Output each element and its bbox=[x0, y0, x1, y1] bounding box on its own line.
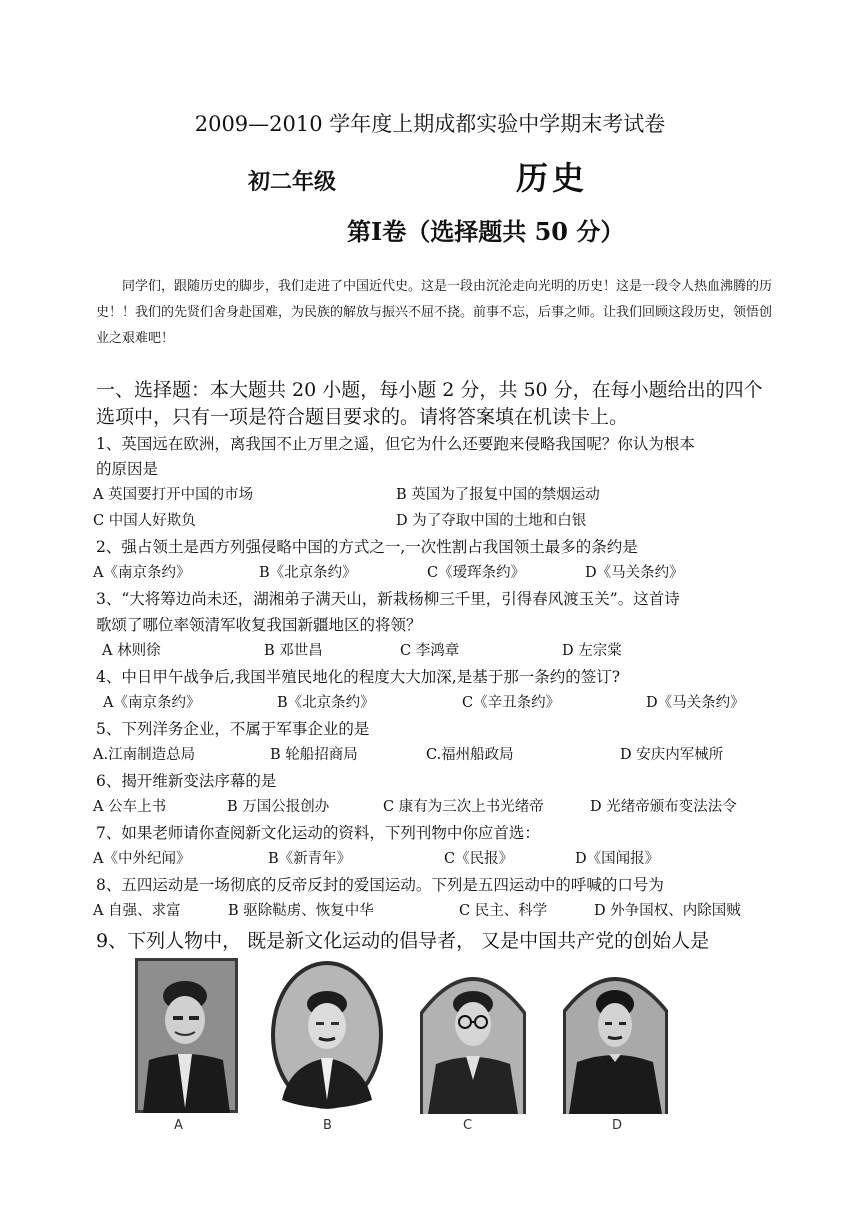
question-2-option-a: A《南京条约》 bbox=[93, 565, 191, 581]
question-1-option-d: D 为了夺取中国的土地和白银 bbox=[396, 513, 587, 529]
intro-paragraph: 同学们，跟随历史的脚步，我们走进了中国近代史。这是一段由沉沦走向光明的历史！这是一段令人热血沸腾的历史！！我们的先贤们舍身赴国难，为民族的解放与振兴不屈不挠。前事不忘，后事之师。让我们回顾这段历史，领悟创业之艰难吧！ bbox=[96, 279, 773, 346]
portrait-b-image bbox=[270, 960, 385, 1110]
question-2-option-c: C《瑷珲条约》 bbox=[427, 565, 526, 581]
question-8-option-c: C 民主、科学 bbox=[459, 903, 548, 919]
portrait-c-label: C bbox=[463, 1118, 473, 1133]
question-5-stem: 5、下列洋务企业，不属于军事企业的是 bbox=[96, 720, 370, 738]
portrait-photos bbox=[130, 958, 690, 1138]
question-1-option-b: B 英国为了报复中国的禁烟运动 bbox=[396, 487, 600, 503]
question-5-option-d: D 安庆内军械所 bbox=[620, 747, 724, 763]
question-7-option-d: D《国闻报》 bbox=[575, 851, 660, 867]
question-3-option-d: D 左宗棠 bbox=[562, 643, 622, 659]
question-4-stem: 4、中日甲午战争后,我国半殖民地化的程度大大加深,是基于那一条约的签订? bbox=[96, 668, 621, 686]
grade-label: 初二年级 bbox=[248, 169, 337, 195]
question-9-stem: 9、下列人物中， 既是新文化运动的倡导者， 又是中国共产党的创始人是 bbox=[96, 930, 710, 952]
question-4-option-a: A《南京条约》 bbox=[103, 695, 201, 711]
portrait-c-image bbox=[420, 962, 526, 1114]
question-6-option-d: D 光绪帝颁布变法法令 bbox=[590, 799, 737, 815]
question-3-option-c: C 李鸿章 bbox=[400, 643, 460, 659]
question-5-option-a: A.江南制造总局 bbox=[93, 747, 196, 763]
portrait-a-image bbox=[135, 958, 238, 1113]
question-6-stem: 6、揭开维新变法序幕的是 bbox=[96, 772, 277, 790]
question-7-option-a: A《中外纪闻》 bbox=[93, 851, 191, 867]
question-2-option-d: D《马关条约》 bbox=[585, 565, 684, 581]
question-1-stem-line1: 1、英国远在欧洲，离我国不止万里之遥，但它为什么还要跑来侵略我国呢？你认为根本 bbox=[96, 435, 695, 453]
subject-label: 历史 bbox=[516, 159, 589, 197]
question-8-option-b: B 驱除鞑虏、恢复中华 bbox=[228, 903, 374, 919]
question-5-option-c: C.福州船政局 bbox=[426, 747, 514, 763]
question-3-option-a: A 林则徐 bbox=[102, 643, 161, 659]
question-2-option-b: B《北京条约》 bbox=[259, 565, 357, 581]
portrait-d-image bbox=[563, 962, 668, 1114]
volume-heading: 第Ⅰ卷（选择题共 50 分） bbox=[347, 217, 625, 246]
question-1-option-c: C 中国人好欺负 bbox=[93, 513, 196, 529]
question-6-option-c: C 康有为三次上书光绪帝 bbox=[383, 799, 544, 815]
question-7-option-b: B《新青年》 bbox=[268, 851, 352, 867]
exam-title: 2009—2010 学年度上期成都实验中学期末考试卷 bbox=[194, 112, 666, 136]
portrait-b-label: B bbox=[323, 1118, 332, 1133]
question-4-option-c: C《辛丑条约》 bbox=[462, 695, 561, 711]
question-2-stem: 2、强占领土是西方列强侵略中国的方式之一,一次性割占我国领土最多的条约是 bbox=[96, 538, 638, 556]
portrait-d-label: D bbox=[612, 1118, 623, 1133]
question-3-option-b: B 邓世昌 bbox=[264, 643, 323, 659]
question-1-option-a: A 英国要打开中国的市场 bbox=[93, 487, 254, 503]
question-6-option-a: A 公车上书 bbox=[93, 799, 167, 815]
question-4-option-b: B《北京条约》 bbox=[277, 695, 375, 711]
question-4-option-d: D《马关条约》 bbox=[646, 695, 745, 711]
question-3-stem-line1: 3、“大将筹边尚未还，湖湘弟子满天山，新栽杨柳三千里，引得春风渡玉关”。这首诗 bbox=[96, 590, 680, 608]
question-3-stem-line2: 歌颂了哪位率领清军收复我国新疆地区的将领？ bbox=[96, 616, 422, 634]
portrait-a-label: A bbox=[174, 1118, 183, 1133]
question-8-option-a: A 自强、求富 bbox=[93, 903, 181, 919]
section-heading-line1: 一、选择题：本大题共 20 小题，每小题 2 分，共 50 分，在每小题给出的四个 bbox=[96, 379, 763, 401]
question-7-option-c: C《民报》 bbox=[444, 851, 514, 867]
question-8-stem: 8、五四运动是一场彻底的反帝反封的爱国运动。下列是五四运动中的呼喊的口号为 bbox=[96, 876, 664, 894]
question-5-option-b: B 轮船招商局 bbox=[270, 747, 358, 763]
question-6-option-b: B 万国公报创办 bbox=[227, 799, 330, 815]
question-7-stem: 7、如果老师请你查阅新文化运动的资料，下列刊物中你应首选： bbox=[96, 824, 540, 842]
question-1-stem-line2: 的原因是 bbox=[96, 460, 159, 478]
question-8-option-d: D 外争国权、内除国贼 bbox=[594, 903, 741, 919]
section-heading-line2: 选项中，只有一项是符合题目要求的。请将答案填在机读卡上。 bbox=[96, 406, 629, 428]
